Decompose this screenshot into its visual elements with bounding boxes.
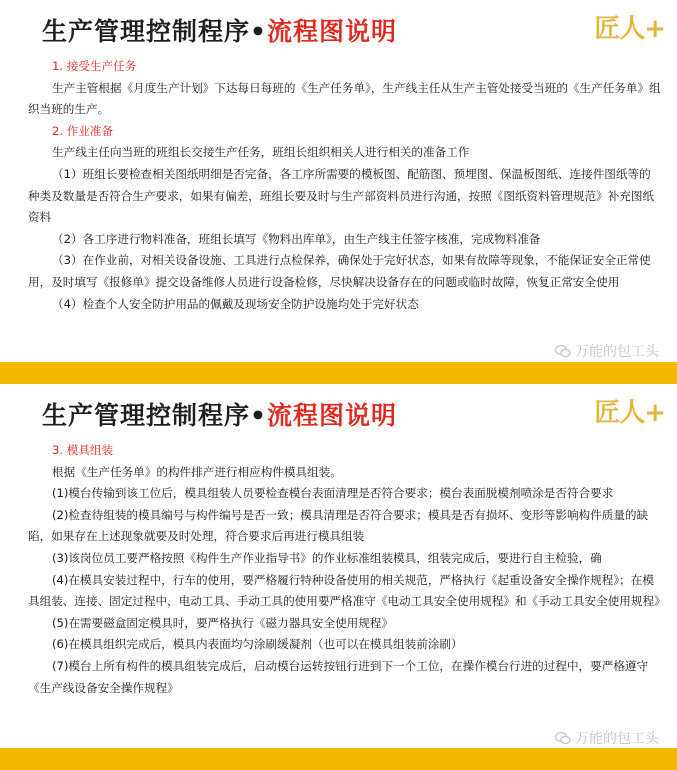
watermark bbox=[555, 728, 659, 748]
bottom-band bbox=[0, 748, 677, 770]
watermark-text: 万能的包工头 bbox=[575, 344, 659, 360]
paragraph: (6)在模具组织完成后，模具内表面均匀涂刷缓凝剂（也可以在模具组装前涂刷） bbox=[52, 637, 463, 652]
slide-1-title bbox=[42, 12, 397, 48]
wechat-icon bbox=[555, 731, 571, 745]
jiangren-logo: 匠人+ bbox=[594, 14, 665, 44]
slide-2-body bbox=[28, 440, 666, 699]
title-dot: • bbox=[250, 17, 267, 46]
paragraph: (3)该岗位员工要严格按照《构件生产作业指导书》的作业标准组装模具，组装完成后，要进行自主检验，确 bbox=[52, 550, 602, 565]
section-heading: 1. 接受生产任务 bbox=[52, 59, 137, 73]
slide-2-title bbox=[42, 396, 397, 432]
watermark bbox=[555, 341, 659, 361]
jiangren-logo: 匠人+ bbox=[594, 398, 665, 428]
paragraph: (4)在模具安装过程中，行车的使用，要严格履行特种设备使用的相关规范，严格执行《起重设备安全操作规程》；在模具组装、连接、固定过程中，电动工具、手动工具的使用要严格准守《电动工具安全使用规程》和《手动工具安全使用规程》 bbox=[28, 572, 666, 609]
paragraph: （1）班组长要检查相关图纸明细是否完备，各工序所需要的模板图、配筋图、预埋图、保温板图纸、连接件图纸等的种类及数量是否符合生产要求，如果有偏差，班组长要及时与生产部资料员进行沟通，按照《图纸资料管理规范》补充图纸资料 bbox=[28, 166, 655, 225]
paragraph: 生产主管根据《月度生产计划》下达每日每班的《生产任务单》，生产线主任从生产主管处接受当班的《生产任务单》组织当班的生产。 bbox=[28, 80, 661, 117]
wechat-icon bbox=[555, 344, 571, 358]
title-main: 生产管理控制程序 bbox=[42, 17, 251, 46]
paragraph: 根据《生产任务单》的构件排产进行相应构件模具组装。 bbox=[52, 464, 342, 479]
slide-1 bbox=[0, 0, 677, 362]
title-highlight: 流程图说明 bbox=[267, 17, 398, 46]
paragraph: 生产线主任向当班的班组长交接生产任务，班组长组织相关人进行相关的准备工作 bbox=[52, 145, 470, 160]
paragraph: （3）在作业前，对相关设备设施、工具进行点检保养，确保处于完好状态，如果有故障等现象，不能保证安全正常使用，及时填写《报修单》提交设备维修人员进行设备检修，尽快解决设备存在的问题或临时故障，恢复正常安全使用 bbox=[28, 253, 651, 289]
section-heading: 2. 作业准备 bbox=[52, 123, 114, 138]
slide-1-body bbox=[28, 56, 661, 315]
title-dot: • bbox=[250, 401, 267, 430]
section-heading: 3. 模具组装 bbox=[52, 443, 114, 457]
paragraph: （4）检查个人安全防护用品的佩戴及现场安全防护设施均处于完好状态 bbox=[52, 296, 419, 311]
title-main: 生产管理控制程序 bbox=[42, 401, 251, 430]
watermark-text: 万能的包工头 bbox=[575, 731, 659, 747]
title-highlight: 流程图说明 bbox=[267, 401, 398, 430]
paragraph: (2)检查待组装的模具编号与构件编号是否一致；模具清理是否符合要求；模具是否有损坏、变形等影响构件质量的缺陷，如果存在上述现象就要及时处理，符合要求后再进行模具组装 bbox=[28, 507, 649, 544]
paragraph: (1)模台传输到该工位后，模具组装人员要检查模台表面清理是否符合要求；模台表面脱模剂喷涂是否符合要求 bbox=[52, 486, 614, 501]
paragraph: (5)在需要磁盒固定模具时，要严格执行《磁力器具安全使用规程》 bbox=[52, 615, 394, 630]
slide-2 bbox=[0, 384, 677, 770]
paragraph: （2）各工序进行物料准备，班组长填写《物料出库单》，由生产线主任签字核准，完成物料准备 bbox=[52, 231, 541, 246]
divider-band bbox=[0, 362, 677, 384]
paragraph: (7)模台上所有构件的模具组装完成后，启动模台运转按钮行进到下一个工位，在操作模台行进的过程中，要严格遵守《生产线设备安全操作规程》 bbox=[28, 658, 649, 695]
